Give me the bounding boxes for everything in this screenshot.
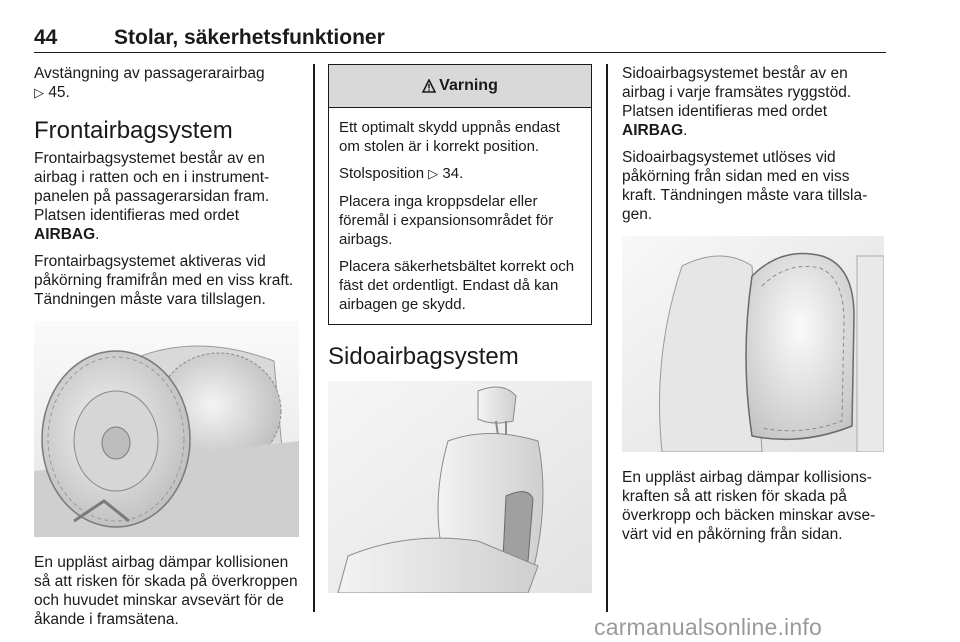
column-left <box>34 64 299 637</box>
warning-header <box>329 65 591 108</box>
punctuation: . <box>95 226 100 243</box>
paragraph-text: Frontairbagsystemet består av en airbag i ratten och en i instrumentpanelen på passagerarsidan fram. Platsen identifieras med ordet <box>34 150 270 224</box>
reference-text: Avstängning av passagerarairbag <box>34 65 265 82</box>
cross-reference <box>34 64 299 103</box>
side-airbag-seat-illustration <box>328 381 592 593</box>
punctuation: . <box>683 122 688 139</box>
reference-arrow-icon: ▷ <box>34 86 44 101</box>
warning-reference <box>339 164 581 184</box>
paragraph: Frontairbagsystemet aktiveras vid påkörning framifrån med en viss kraft. Tändningen måste vara tillslagen. <box>34 253 294 308</box>
warning-body <box>329 108 591 324</box>
warning-text: Ett optimalt skydd uppnås endast om stolen är i korrekt position. <box>339 119 560 155</box>
page-link[interactable]: 34. <box>442 165 464 182</box>
page-link[interactable]: 45. <box>48 84 70 101</box>
column-divider <box>313 64 315 612</box>
warning-triangle-icon <box>422 79 436 93</box>
reference-text: Stolsposition <box>339 165 425 182</box>
reference-arrow-icon: ▷ <box>428 167 439 182</box>
seat-airbag-illustration <box>622 236 884 452</box>
paragraph: Sidoairbagsystemet utlöses vid påkörning från sidan med en viss kraft. Tändningen måste vara tillslagen. <box>622 149 868 223</box>
paragraph: En uppläst airbag dämpar kollisionskraften så att risken för skada på överkropp och bäcken minskar avsevärt vid en påkörning från sidan. <box>622 469 876 543</box>
airbag-label: AIRBAG <box>34 226 96 243</box>
airbag-label: AIRBAG <box>622 122 684 139</box>
section-heading: Sidoairbagsystem <box>328 343 519 370</box>
watermark: carmanualsonline.info <box>594 614 822 640</box>
warning-box <box>328 64 592 325</box>
column-divider <box>606 64 608 612</box>
page-header <box>34 26 886 53</box>
paragraph <box>34 149 299 244</box>
warning-text: Placera säkerhetsbältet korrekt och fäst det ordentligt. Endast då kan airbagen ge skydd. <box>339 258 575 313</box>
column-right <box>622 64 886 552</box>
chapter-title: Stolar, säkerhetsfunktioner <box>114 26 385 49</box>
paragraph <box>622 64 886 140</box>
paragraph-text: Sidoairbagsystemet består av en airbag i varje framsätes ryggstöd. Platsen identifieras med ordet <box>622 65 852 120</box>
paragraph: En uppläst airbag dämpar kollisionen så att risken för skada på överkroppen och huvudet minskar avsevärt för de åkande i framsätena. <box>34 554 298 628</box>
warning-text: Placera inga kroppsdelar eller föremål i expansionsområdet för airbags. <box>339 193 554 248</box>
column-middle <box>328 64 592 593</box>
warning-title: Varning <box>439 77 498 94</box>
section-heading: Frontairbagsystem <box>34 117 233 144</box>
page-number: 44 <box>34 26 58 49</box>
front-airbag-illustration <box>34 321 299 537</box>
